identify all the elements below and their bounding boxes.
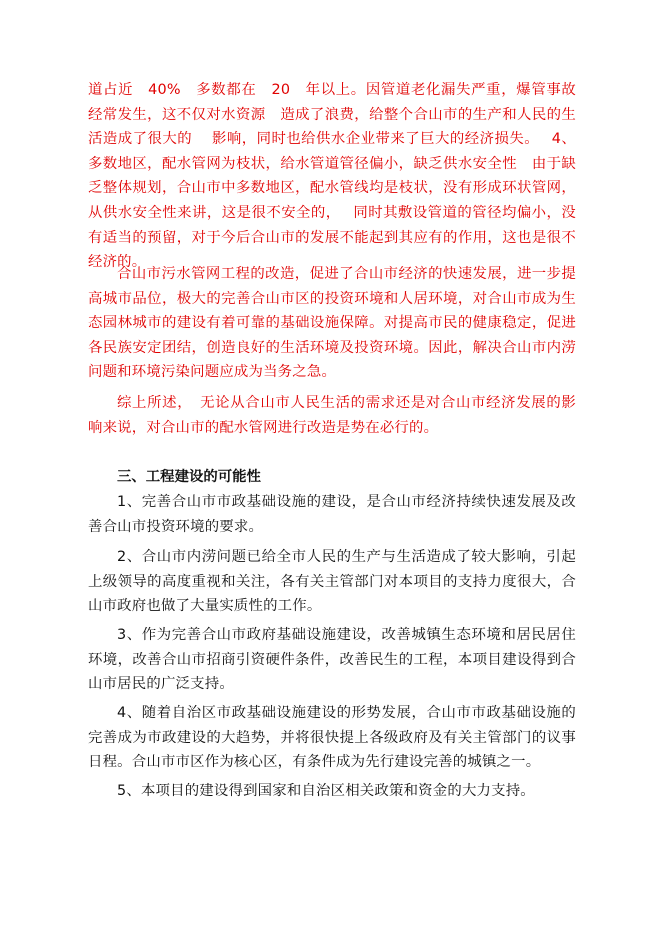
paragraph-sewage-network: 合山市污水管网工程的改造，促进了合山市经济的快速发展，进一步提高城市品位，极大的完善合山市区的投资环境和人居环境，对合山市成为生态园林城市的建设有着可靠的基础设施保障。对提高市民的健康稳定，促进各民族安定团结，创造良好的生活环境及投资环境。因此，解决合山市内涝问题和环境污染问题应成为当务之急。 xyxy=(88,266,576,381)
list-item-3: 3、作为完善合山市政府基础设施建设，改善城镇生态环境和居民居住环境，改善合山市招商引资硬件条件，改善民生的工程，本项目建设得到合山市居民的广泛支持。 xyxy=(88,627,576,693)
list-item-4: 4、随着自治区市政基础设施建设的形势发展，合山市市政基础设施的完善成为市政建设的大趋势，并将很快提上各级政府及有关主管部门的议事日程。合山市市区作为核心区，有条件成为先行建设完善的城镇之一。 xyxy=(88,705,576,771)
section-heading-feasibility: 三、工程建设的可能性 xyxy=(117,469,261,485)
list-item-1: 1、完善合山市市政基础设施的建设，是合山市经济持续快速发展及改善合山市投资环境的要求。 xyxy=(88,494,576,535)
list-item-5: 5、本项目的建设得到国家和自治区相关政策和资金的大力支持。 xyxy=(117,783,535,799)
list-item-2: 2、合山市内涝问题已给全市人民的生产与生活造成了较大影响，引起上级领导的高度重视和关注，各有关主管部门对本项目的支持力度很大，合山市政府也做了大量实质性的工作。 xyxy=(88,549,576,615)
paragraph-summary: 综上所述， 无论从合山市人民生活的需求还是对合山市经济发展的影响来说，对合山市的配水管网进行改造是势在必行的。 xyxy=(88,395,576,436)
paragraph-pipe-aging: 道占近 40% 多数都在 20 年以上。因管道老化漏失严重，爆管事故经常发生，这不仅对水资源 造成了浪费，给整个合山市的生产和人民的生活造成了很大的 影响，同时也给供水企业带来了巨大的经济损失。 4、多数地区，配水管网为枝状，给水管道管径偏小，缺乏供水安全性 由于缺乏整体规划，合山市中多数地区，配水管线均是枝状，没有形成环状管网，从供水安全性来讲，这是很不安全的， 同时其敷设管道的管径均偏小，没有适当的预留，对于今后合山市的发展不能起到其应有的作用，这也是很不经济的。 xyxy=(88,82,576,271)
